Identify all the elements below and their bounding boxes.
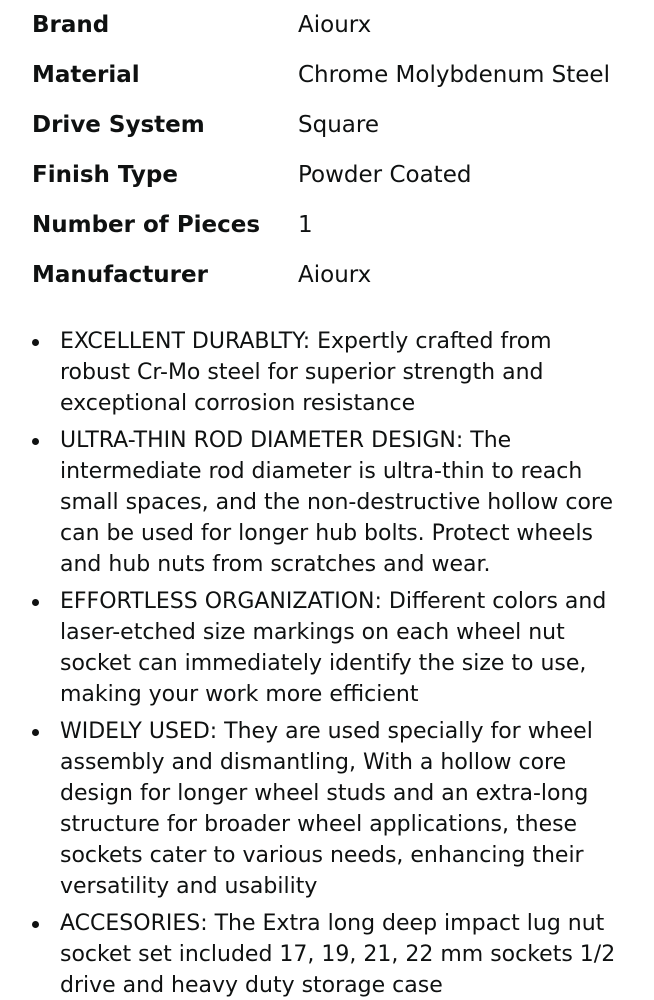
feature-bullet-text: EXCELLENT DURABLTY: Expertly crafted from robust Cr-Mo steel for superior strength and exceptional corrosion resistance [60,329,552,416]
feature-bullet-text: EFFORTLESS ORGANIZATION: Different colors and laser-etched size markings on each wheel nut socket can immediately identify the size to use, making your work more efficient [60,589,607,707]
spec-label: Drive System [32,112,205,138]
spec-row-material [32,50,654,100]
spec-value: Aiourx [298,12,372,38]
product-spec-table [32,0,654,300]
spec-row-finish-type [32,150,654,200]
bullet-dot-icon [32,599,39,606]
spec-label: Brand [32,12,110,38]
spec-row-manufacturer [32,250,654,300]
bullet-dot-icon [32,438,39,445]
spec-value: Aiourx [298,262,372,288]
spec-value: Chrome Molybdenum Steel [298,62,610,88]
bullet-dot-icon [32,339,39,346]
spec-value: 1 [298,212,313,238]
bullet-dot-icon [32,729,39,736]
spec-label: Finish Type [32,162,178,188]
feature-bullet-organization [32,586,626,710]
feature-bullet-list [32,326,626,1000]
feature-bullet-text: ACCESORIES: The Extra long deep impact lug nut socket set included 17, 19, 21, 22 mm sockets 1/2 drive and heavy duty storage case [60,911,616,998]
bullet-dot-icon [32,921,39,928]
spec-value: Powder Coated [298,162,472,188]
spec-label: Material [32,62,140,88]
feature-bullet-durability [32,326,626,419]
feature-bullet-text: WIDELY USED: They are used specially for wheel assembly and dismantling, With a hollow core design for longer wheel studs and an extra-long structure for broader wheel applications, these sockets cater to various needs, enhancing their versatility and usability [60,719,593,899]
spec-label: Manufacturer [32,262,208,288]
spec-value: Square [298,112,379,138]
spec-row-number-of-pieces [32,200,654,250]
spec-row-brand [32,0,654,50]
feature-bullet-widely-used [32,716,626,902]
feature-bullet-accessories [32,908,626,1000]
feature-bullet-text: ULTRA-THIN ROD DIAMETER DESIGN: The intermediate rod diameter is ultra-thin to reach small spaces, and the non-destructive hollow core can be used for longer hub bolts. Protect wheels and hub nuts from scratches and wear. [60,428,614,577]
feature-bullet-rod-diameter [32,425,626,580]
spec-label: Number of Pieces [32,212,261,238]
spec-row-drive-system [32,100,654,150]
